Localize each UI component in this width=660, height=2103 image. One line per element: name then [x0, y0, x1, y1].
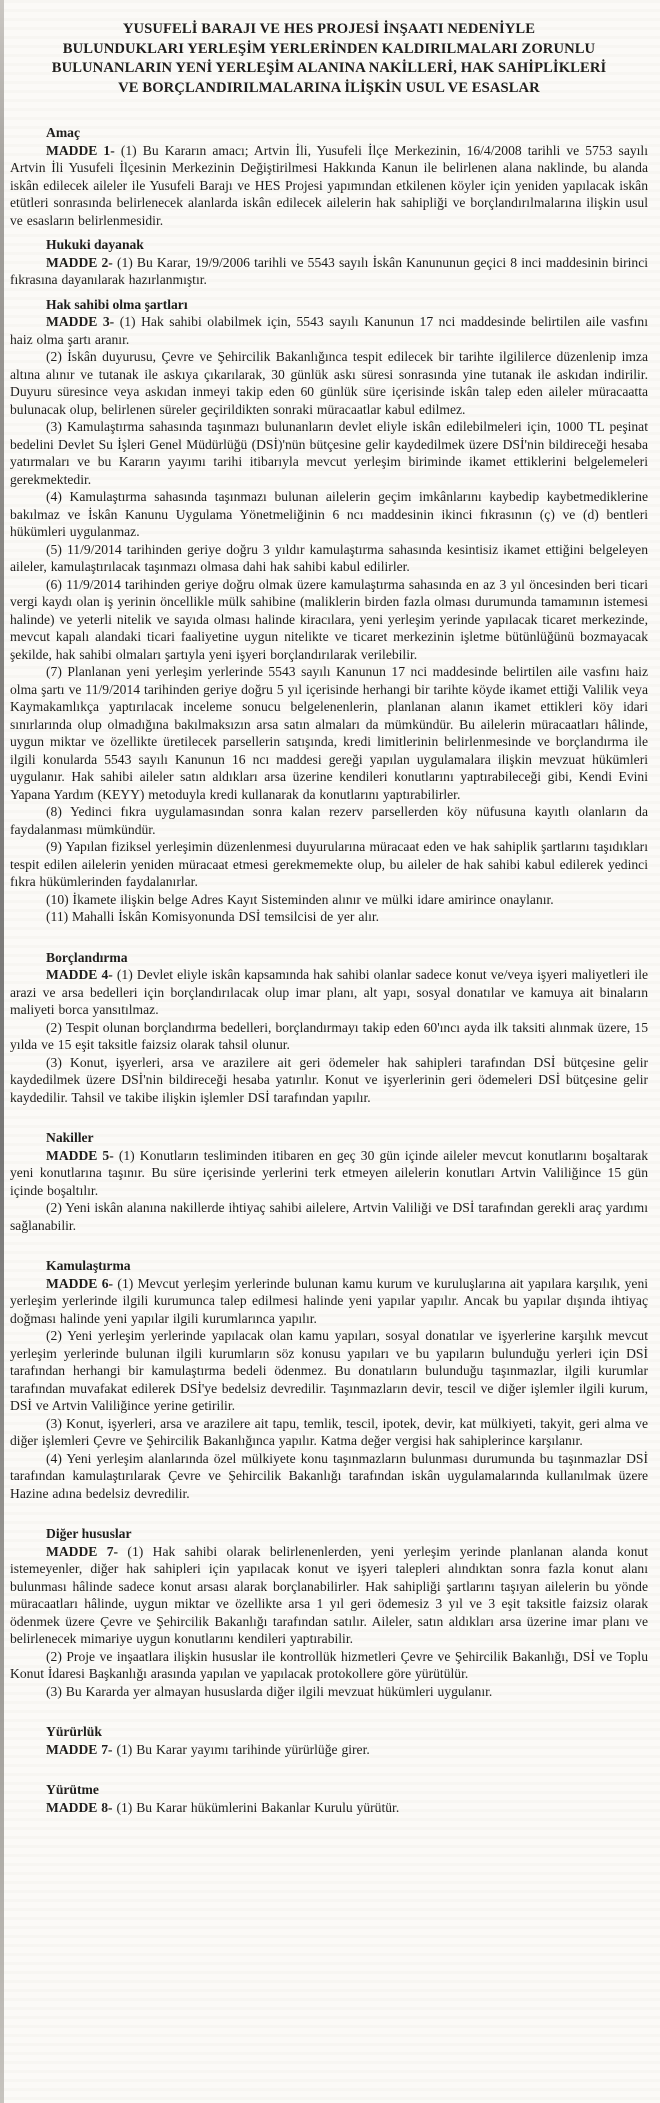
paragraph — [10, 663, 648, 803]
paragraph — [10, 1543, 648, 1648]
paragraph — [10, 1275, 648, 1328]
paragraph — [10, 1147, 648, 1200]
paragraph — [10, 313, 648, 348]
paragraph-text: (7) Planlanan yeni yerleşim yerlerinde 5543 sayılı Kanunun 17 nci maddesinde belirtilen aile vasfını haiz olma şartı ve 11/9/2014 tarihinden geriye doğru 5 yıl içerisinde herhangi bir tarihte köyde ikamet ettiği Valilik veya Kaymakamlıkça yaptırılacak inceleme sonucu belgelenenlerin, planlanan alanın ikamet ettikleri köy idari sınırlarında olup olmadığına bakılmaksızın arsa satın almaları da mümkündür. Bu ailelerin müracaatları hâlinde, uygun miktar ve özellikte üretilecek parsellerin satışında, kredi limitlerinin belirlenmesinde ve borçlandırma ile ilgili konularda 5543 sayılı Kanunun 16 ncı maddesi gereği yapılan uygulamalara ilişkin mevzuat hükümleri uygulanır. Hak sahibi aileler satın aldıkları arsa üzerine kendileri konutlarını yaptırabileceği gibi, Kendi Evini Yapana Yardım (KEYY) metoduyla kredi kullanarak da konutlarını yaptırabilirler. — [10, 664, 648, 802]
paragraph — [10, 348, 648, 418]
paragraph-text: (11) Mahalli İskân Komisyonunda DSİ temsilcisi de yer alır. — [46, 909, 380, 924]
article-number-label: MADDE 7- — [46, 1543, 119, 1559]
paragraph — [10, 418, 648, 488]
paragraph — [10, 908, 648, 926]
paragraph — [10, 142, 648, 230]
document-title-line: YUSUFELİ BARAJI VE HES PROJESİ İNŞAATI NEDENİYLE — [122, 21, 536, 37]
document-section — [10, 236, 648, 289]
section-heading: Diğer hususlar — [46, 1526, 132, 1541]
article-number-label: MADDE 2- — [46, 254, 113, 270]
paragraph-text: (10) İkamete ilişkin belge Adres Kayıt Sisteminden alınır ve mülki idare amirince onaylanır. — [46, 891, 554, 907]
section-heading: Yürütme — [46, 1782, 99, 1797]
paragraph — [10, 966, 648, 1019]
paragraph — [10, 1415, 648, 1450]
paragraph-text: (2) Yeni yerleşim yerlerinde yapılacak olan kamu yapıları, sosyal donatılar ve işyerlerine karşılık mevcut yerleşim yerlerinde bulunan ilgili kurumların söz konusu yapıları ve bu yapıların bulunduğu yerleri için DSİ tarafından herhangi bir kamulaştırma bedeli ödenmez. Bu donatıların bulunduğu taşınmazlar, ilgili kurumlar tarafından muvafakat edilerek DSİ'ye bedelsiz devredilir. Taşınmazların devir, tescil ve diğer işlemler ilgili kurum, DSİ ve Artvin Valiliğince yerine getirilir. — [10, 1328, 648, 1413]
section-heading: Nakiller — [46, 1130, 94, 1145]
section-heading: Amaç — [46, 125, 80, 140]
section-heading: Hak sahibi olma şartları — [46, 296, 188, 312]
paragraph — [10, 576, 648, 664]
document-section — [10, 1781, 648, 1816]
paragraph — [10, 803, 648, 838]
paragraph-text: (1) Bu Karar yayımı tarihinde yürürlüğe girer. — [116, 1741, 370, 1757]
document-section — [10, 1129, 648, 1234]
document-title-line: BULUNANLARIN YENİ YERLEŞİM ALANINA NAKİLLERİ, HAK SAHİPLİKLERİ — [51, 60, 607, 76]
scan-edge-artifact — [0, 0, 4, 2103]
document-title-line: BULUNDUKLARI YERLEŞİM YERLERİNDEN KALDIRILMALARI ZORUNLU — [62, 40, 596, 57]
article-number-label: MADDE 8- — [46, 1799, 113, 1815]
document-title-line: VE BORÇLANDIRILMALARINA İLİŞKİN USUL VE ESASLAR — [118, 79, 540, 96]
paragraph — [10, 891, 648, 909]
paragraph-text: (4) Yeni yerleşim alanlarında özel mülkiyete konu taşınmazların bulunması durumunda bu taşınmazlar DSİ tarafından kamulaştırılarak Çevre ve Şehircilik Bakanlığı tarafından iskân uygulamalarında kullanılmak üzere Hazine adına bedelsiz devredilir. — [10, 1450, 648, 1501]
paragraph-text: (1) Hak sahibi olabilmek için, 5543 sayılı Kanunun 17 nci maddesinde belirtilen aile vasfını haiz olma şartı aranır. — [10, 314, 648, 347]
paragraph — [10, 1199, 648, 1234]
document-section — [10, 296, 648, 926]
paragraph — [10, 254, 648, 289]
paragraph — [10, 838, 648, 891]
document-section — [10, 1723, 648, 1758]
paragraph-text: (6) 11/9/2014 tarihinden geriye doğru olmak üzere kamulaştırma sahasında en az 3 yıl öncesinden beri ticari vergi kaydı olan iş yerinin öncellikle mülk sahibine (maliklerin birden fazla olması durumunda tamamının istemesi halinde) ve yeterli nitelik ve sayıda olması halinde kiracılara, yeni yerleşim yerinde yapılacak ticaret merkezinde, mevcut kapalı alandaki ticari faaliyetine uygun nitelikte ve ticaret merkezinin işletme bütünlüğünü bozmayacak şekilde, hak sahibi olmaları şartıyla yeni işyeri borçlandırılarak verilebilir. — [10, 576, 648, 662]
paragraph-text: (1) Mevcut yerleşim yerlerinde bulunan kamu kurum ve kuruluşlarına ait yapılara karşılık, yeni yerleşim yerlerinde ilgili kurumunca talep edilmesi halinde yeni yapılar yapılır. Ancak bu yapılar dışında ihtiyaç doğması halinde yeni yapılar ilgili kurumlarınca yapılır. — [10, 1275, 649, 1326]
paragraph — [10, 541, 648, 576]
paragraph-text: (8) Yedinci fıkra uygulamasından sonra kalan rezerv parsellerden köy nüfusuna kayıtlı olanların da faydalanması mümkündür. — [10, 804, 648, 837]
document-body — [10, 124, 648, 1816]
article-number-label: MADDE 6- — [46, 1275, 114, 1291]
section-heading: Borçlandırma — [46, 949, 128, 965]
document-section — [10, 124, 648, 229]
section-heading: Hukuki dayanak — [46, 237, 144, 252]
section-heading: Kamulaştırma — [46, 1258, 131, 1273]
paragraph-text: (3) Bu Kararda yer almayan hususlarda diğer ilgili mevzuat hükümleri uygulanır. — [46, 1683, 493, 1699]
paragraph-text: (1) Bu Kararın amacı; Artvin İli, Yusufeli İlçe Merkezinin, 16/4/2008 tarihli ve 5753 sayılı Artvin İli Yusufeli İlçesinin Merkezinin Değiştirilmesi Hakkında Kanun ile belirlenen alana naklinde, bu alanda iskân edilecek aileler ile Yusufeli Barajı ve HES Projesi yapımından etkilenen köyler için yeniden yapılacak iskân etütleri sonrasında belirlenecek alanlarda iskân edilecek ailelerin hak sahipliği ve borçlandırılmalarına ilişkin usul ve esasların belirlenmesidir. — [10, 142, 648, 228]
paragraph-text: (5) 11/9/2014 tarihinden geriye doğru 3 yıldır kamulaştırma sahasında kesintisiz ikamet ettiğini belgeleyen aileler, kamulaştırılacak taşınmazı olmasa dahi hak sahibi kabul edilirler. — [10, 541, 648, 574]
section-heading: Yürürlük — [46, 1724, 102, 1739]
paragraph — [10, 1019, 648, 1054]
article-number-label: MADDE 4- — [46, 967, 113, 982]
paragraph-text: (3) Konut, işyerleri, arsa ve arazilere ait tapu, temlik, tescil, ipotek, devir, kat mülkiyeti, takyit, geri alma ve diğer işlemleri Çevre ve Şehircilik Bakanlığınca yapılır. Katma değer vergisi hak sahiplerince karşılanır. — [10, 1415, 648, 1448]
article-number-label: MADDE 5- — [46, 1147, 114, 1163]
document-section — [10, 1525, 648, 1700]
document-title — [36, 20, 622, 98]
paragraph-text: (1) Bu Karar hükümlerini Bakanlar Kurulu yürütür. — [116, 1799, 400, 1815]
paragraph-text: (2) Yeni iskân alanına nakillerde ihtiyaç sahibi ailelere, Artvin Valiliği ve DSİ tarafından gerekli araç yardımı sağlanabilir. — [10, 1200, 648, 1233]
paragraph-text: (9) Yapılan fiziksel yerleşimin düzenlenmesi duyurularına müracaat eden ve hak sahiplik şartlarını taşıdıkları tespit edilen ailelerin yeniden müracaat etmesi gerekmemekte olup, bu aileler de hak sahibi kabul edilerek yedinci fıkra hükümlerinden faydalanırlar. — [10, 839, 648, 889]
paragraph — [10, 1683, 648, 1701]
document-section — [10, 1257, 648, 1502]
paragraph-text: (3) Kamulaştırma sahasında taşınmazı bulunanların devlet eliyle iskân edilebilmeleri için, 1000 TL peşinat bedelini Devlet Su İşleri Genel Müdürlüğü (DSİ)'nün bütçesine gelir kaydedilmek üzere DSİ'nin bildireceği hesaba yatırmaları ve bu Kararın yayımı tarihi itibarıyla mevcut yerleşim biriminde ikamet ettiklerini belgelemeleri gerekmektedir. — [10, 419, 648, 487]
article-number-label: MADDE 3- — [46, 314, 115, 329]
article-number-label: MADDE 7- — [46, 1741, 113, 1757]
paragraph-text: (1) Devlet eliyle iskân kapsamında hak sahibi olanlar sadece konut ve/veya işyeri maliyetleri ile arazi ve arsa bedelleri için borçlandırılacak olup imar planı, alt yapı, sosyal donatılar ve kamuya ait binaların maliyeti borca yansıtılmaz. — [10, 967, 649, 1017]
paragraph-text: (3) Konut, işyerleri, arsa ve arazilere ait geri ödemeler hak sahipleri tarafından DSİ bütçesine gelir kaydedilmek üzere DSİ'nin bildireceği hesaba yatırılır. Konut ve işyerlerinin geri ödemeleri DSİ bütçesine gelir kaydedilir. Tahsil ve takibe ilişkin işlemler DSİ tarafından yapılır. — [10, 1054, 648, 1105]
paragraph — [10, 1741, 648, 1759]
paragraph — [10, 488, 648, 541]
article-number-label: MADDE 1- — [46, 142, 115, 158]
paragraph-text: (1) Konutların tesliminden itibaren en geç 30 gün içinde aileler mevcut konutlarını boşaltarak yeni konutlarına taşınır. Bu süre içerisinde yerlerini terk etmeyen ailelerin konutları Artvin Valiliğince 15 gün içinde boşaltılır. — [10, 1147, 648, 1198]
paragraph-text: (1) Hak sahibi olarak belirlenenlerden, yeni yerleşim yerinde planlanan alanda konut istemeyenler, diğer hak sahipleri için yapılacak konut ve işyeri talepleri alındıktan sonra fazla konut alanı bulunması hâlinde sadece konut arsası alarak borçlanabilirler. Hak sahipliği şartlarını taşıyan ailelerin bu yönde müracaatları hâlinde, uygun miktar ve özellikte arsa 1 yıl geri ödemesiz 3 yıl ve 3 eşit taksitle faizsiz olarak ödenmek üzere Çevre ve Şehircilik Bakanlığı tarafından satılır. Aileler, satın aldıkları arsa üzerine imar planı ve belirlenecek mimariye uygun konutlarını kendileri yaptırabilir. — [10, 1543, 648, 1646]
paragraph-text: (1) Bu Karar, 19/9/2006 tarihli ve 5543 sayılı İskân Kanununun geçici 8 inci maddesinin birinci fıkrasına dayanılarak hazırlanmıştır. — [10, 254, 649, 287]
paragraph-text: (4) Kamulaştırma sahasında taşınmazı bulunan ailelerin geçim imkânlarını kaybedip kaybetmediklerine bakılmaz ve İskân Kanunu Uygulama Yönetmeliğinin 6 ncı maddesinin ikinci fıkrasının (ç) ve (d) bentleri hükümleri uygulanmaz. — [10, 489, 648, 539]
paragraph — [10, 1450, 648, 1503]
paragraph — [10, 1054, 648, 1107]
document-section — [10, 949, 648, 1107]
paragraph-text: (2) Proje ve inşaatlara ilişkin hususlar ile kontrollük hizmetleri Çevre ve Şehircilik Bakanlığı, DSİ ve Toplu Konut İdaresi Başkanlığı arasında yapılan ve yapılacak protokollere göre yürütülür. — [10, 1648, 648, 1681]
paragraph — [10, 1327, 648, 1415]
paragraph-text: (2) İskân duyurusu, Çevre ve Şehircilik Bakanlığınca tespit edilecek bir tarihte ilgililerce düzenlenip imza altına alınır ve tutanak ile askıya çıkarılarak, 30 günlük askı süresi sonrasında yine tutanak ile askıdan indirilir. Duyuru süresince veya askıdan inmeyi takip eden 60 günlük süre içerisinde iskân talep eden aileler müracaatta bulunacak olup, belirlenen süreler geçirildikten sonraki müracaatlar kabul edilmez. — [10, 349, 648, 417]
paragraph-text: (2) Tespit olunan borçlandırma bedelleri, borçlandırmayı takip eden 60'ıncı ayda ilk taksiti alınmak üzere, 15 yılda ve 15 eşit taksitle faizsiz olarak tahsil olunur. — [10, 1019, 648, 1052]
paragraph — [10, 1648, 648, 1683]
paragraph — [10, 1799, 648, 1817]
